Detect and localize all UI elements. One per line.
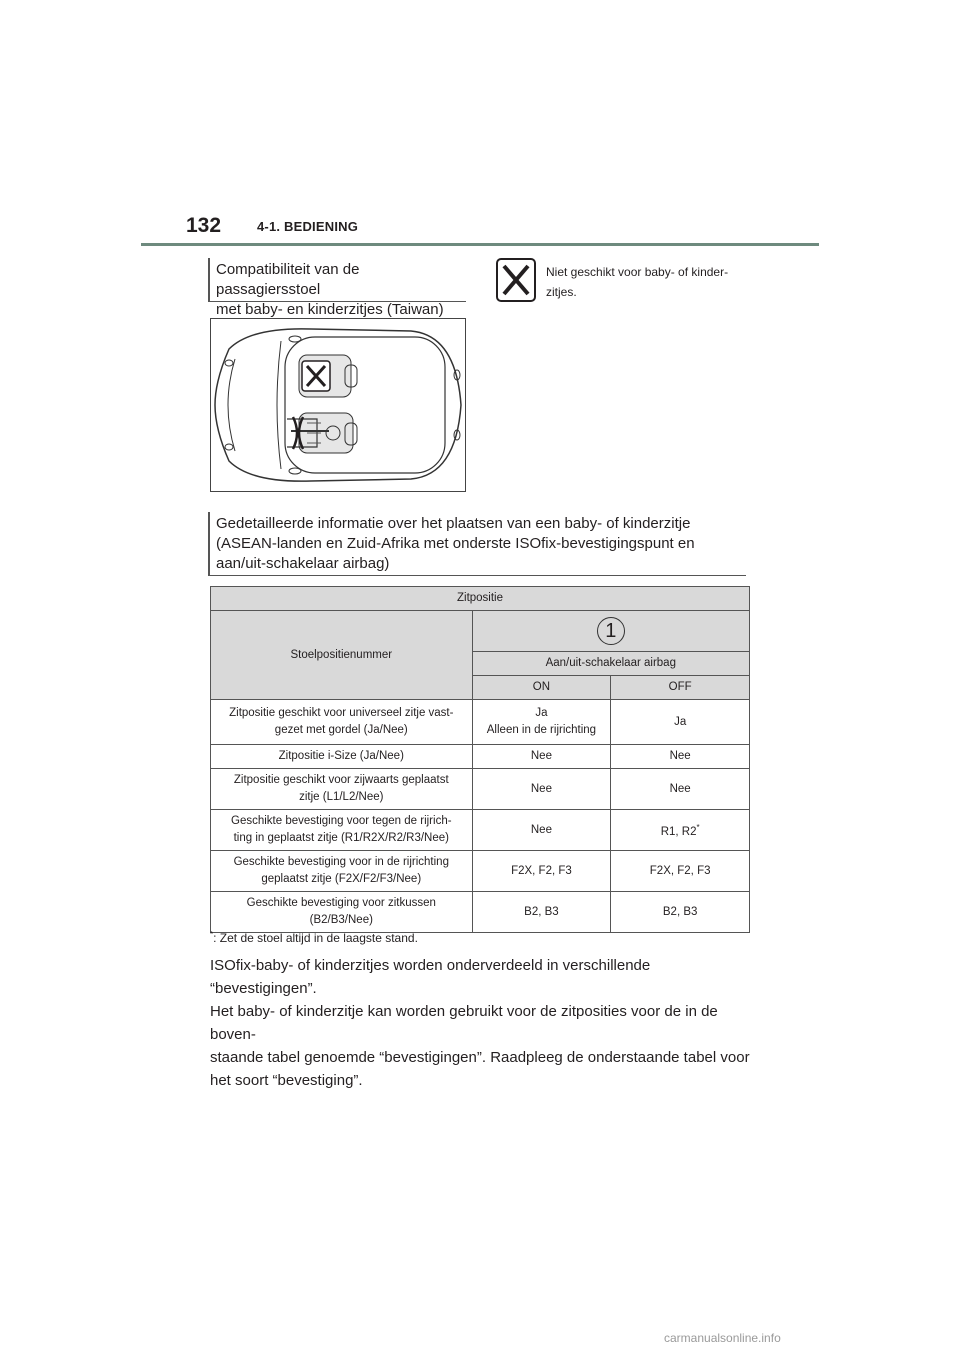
- section-title: 4-1. BEDIENING: [257, 219, 359, 234]
- airbag-switch-label: Aan/uit-schakelaar airbag: [472, 652, 749, 676]
- table-title: Zitpositie: [211, 587, 750, 611]
- table-row: [211, 892, 750, 933]
- row-label-line: gezet met gordel (Ja/Nee): [274, 724, 408, 736]
- header-rule: [141, 243, 819, 246]
- cross-box-icon: [302, 361, 330, 391]
- row-on-value: Nee: [472, 745, 611, 769]
- row-label-line: geplaatst zitje (F2X/F2/F3/Nee): [261, 873, 422, 885]
- footnote-mark: *: [210, 930, 214, 939]
- row-on-value: [472, 700, 611, 745]
- on-header: ON: [472, 676, 611, 700]
- row-on-value: Nee: [472, 810, 611, 851]
- row-off-value: B2, B3: [611, 892, 750, 933]
- page-number: 132: [186, 214, 222, 237]
- row-label-line: Zitpositie geschikt voor universeel zitje vast-: [229, 707, 454, 719]
- seat-number: 1: [597, 617, 625, 645]
- row-label-line: zitje (L1/L2/Nee): [299, 791, 384, 803]
- legend-line: Niet geschikt voor baby- of kinder-: [546, 265, 729, 279]
- heading-line: Compatibiliteit van de passagiersstoel: [216, 261, 360, 298]
- heading-line: met baby- en kinderzitjes (Taiwan): [216, 301, 444, 318]
- row-label-line: Zitpositie geschikt voor zijwaarts geplaatst: [233, 774, 449, 786]
- row-label-line: Geschikte bevestiging voor tegen de rijrich-: [231, 815, 452, 827]
- row-label: [211, 851, 473, 892]
- heading-line: (ASEAN-landen en Zuid-Afrika met onderste ISOfix-bevestigingspunt en: [216, 535, 695, 552]
- footnote: [210, 930, 418, 945]
- row-off-text: R1, R2: [660, 825, 697, 838]
- body-line: staande tabel genoemde “bevestigingen”. Raadpleeg de onderstaande tabel voor: [210, 1049, 750, 1066]
- watermark[interactable]: carmanualsonline.info: [664, 1331, 781, 1345]
- row-on-value: F2X, F2, F3: [472, 851, 611, 892]
- heading-line: Gedetailleerde informatie over het plaatsen van een baby- of kinderzitje: [216, 515, 691, 532]
- body-paragraph: [210, 954, 755, 1092]
- heading-line: aan/uit-schakelaar airbag): [216, 555, 390, 572]
- seat-compatibility-table: [210, 586, 750, 933]
- row-label-line: ting in geplaatst zitje (R1/R2X/R2/R3/Nee): [233, 832, 449, 844]
- row-off-value: Nee: [611, 745, 750, 769]
- compatibility-heading: [208, 258, 466, 318]
- row-on-line: Alleen in de rijrichting: [486, 724, 597, 736]
- legend-text: [546, 262, 751, 302]
- row-off-value: [611, 810, 750, 851]
- row-label: Zitpositie i-Size (Ja/Nee): [211, 745, 473, 769]
- car-top-view-icon: [211, 319, 465, 491]
- child-seat-icon: [287, 413, 357, 453]
- row-label: [211, 769, 473, 810]
- table-row: [211, 769, 750, 810]
- row-label-line: Geschikte bevestiging voor in de rijrichting: [233, 856, 449, 868]
- seat-number-cell: [472, 611, 749, 652]
- table-row: [211, 851, 750, 892]
- row-label-line: Geschikte bevestiging voor zitkussen: [246, 897, 436, 909]
- row-label: [211, 810, 473, 851]
- row-off-value: F2X, F2, F3: [611, 851, 750, 892]
- off-header: OFF: [611, 676, 750, 700]
- row-on-value: Nee: [472, 769, 611, 810]
- body-line: ISOfix-baby- of kinderzitjes worden onderverdeeld in verschillende “bevestigingen”.: [210, 957, 651, 997]
- car-seat-diagram: [210, 318, 466, 492]
- row-label: [211, 700, 473, 745]
- table-row: [211, 700, 750, 745]
- legend-line: zitjes.: [546, 285, 577, 299]
- row-off-value: Ja: [611, 700, 750, 745]
- row-on-value: B2, B3: [472, 892, 611, 933]
- cross-box-icon: [496, 258, 536, 302]
- body-line: Het baby- of kinderzitje kan worden gebruikt voor de zitposities voor de in de boven-: [210, 1003, 718, 1043]
- table-row: [211, 810, 750, 851]
- footnote-mark: *: [696, 823, 700, 833]
- row-label: [211, 892, 473, 933]
- detailed-info-heading: [208, 512, 746, 576]
- row-on-line: Ja: [535, 707, 548, 719]
- body-line: het soort “bevestiging”.: [210, 1072, 363, 1089]
- seat-position-label: Stoelpositienummer: [211, 611, 473, 700]
- table-row: [211, 745, 750, 769]
- row-off-value: Nee: [611, 769, 750, 810]
- row-label-line: (B2/B3/Nee): [309, 914, 373, 926]
- footnote-text: : Zet de stoel altijd in de laagste stand.: [213, 931, 418, 945]
